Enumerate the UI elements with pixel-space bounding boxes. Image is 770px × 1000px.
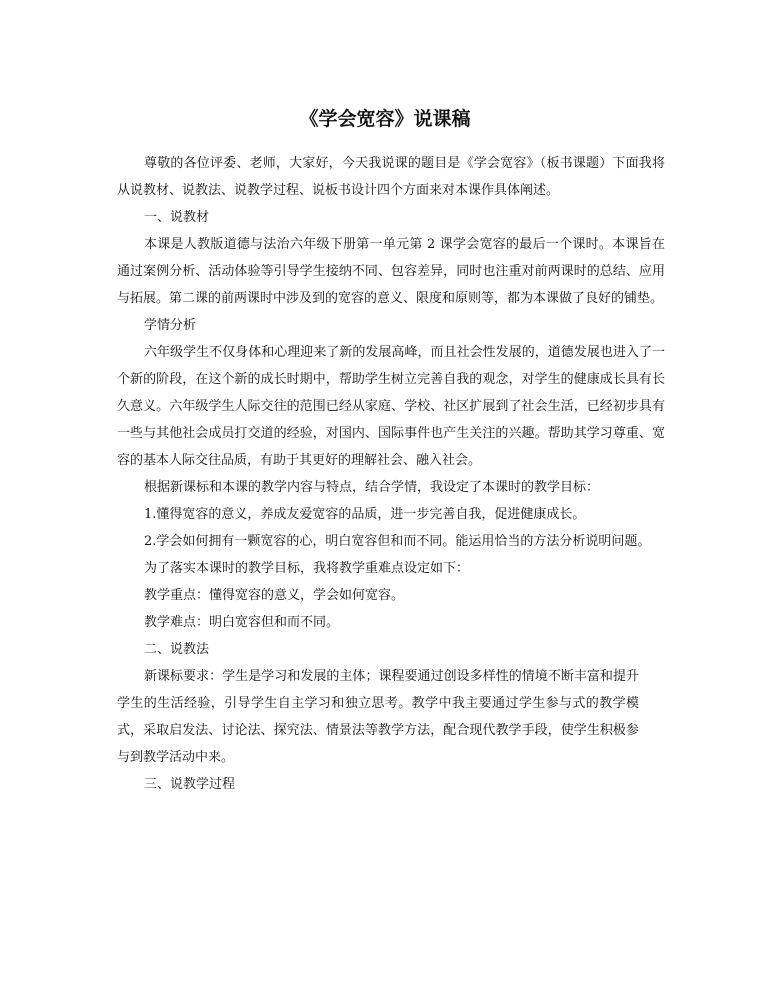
goal-item-1: 1.懂得宽容的意义，养成友爱宽容的品质，进一步完善自我，促进健康成长。	[144, 507, 586, 522]
document-body	[117, 150, 665, 798]
goal-item-2: 2.学会如何拥有一颗宽容的心，明白宽容但和而不同。能运用恰当的方法分析说明问题。	[144, 534, 651, 549]
section-heading-process: 三、说教学过程	[144, 777, 236, 792]
section-heading-methods: 二、说教法	[144, 642, 210, 657]
textbook-paragraph: 本课是人教版道德与法治六年级下册第一单元第 2 课学会宽容的最后一个课时。本课旨在通过案例分析、活动体验等引导学生接纳不同、包容差异，同时也注重对前两课时的总结、应用与拓展。第二课的前两课时中涉及到的宽容的意义、限度和原则等，都为本课做了良好的铺垫。	[117, 237, 665, 306]
difficult-point: 教学难点：明白宽容但和而不同。	[144, 615, 340, 630]
intro-paragraph: 尊敬的各位评委、老师，大家好，今天我说课的题目是《学会宽容》（板书课题）下面我将从说教材、说教法、说教学过程、说板书设计四个方面来对本课作具体阐述。	[117, 156, 665, 198]
student-analysis-paragraph: 六年级学生不仅身体和心理迎来了新的发展高峰，而且社会性发展的，道德发展也进入了一个新的阶段，在这个新的成长时期中，帮助学生树立完善自我的观念，对学生的健康成长具有长久意义。六年级学生人际交往的范围已经从家庭、学校、社区扩展到了社会生活，已经初步具有一些与其他社会成员打交道的经验，对国内、国际事件也产生关注的兴趣。帮助其学习尊重、宽容的基本人际交往品质，有助于其更好的理解社会、融入社会。	[117, 345, 665, 468]
key-point: 教学重点：懂得宽容的意义，学会如何宽容。	[144, 588, 405, 603]
section-heading-textbook: 一、说教材	[144, 210, 210, 225]
goals-intro-paragraph: 根据新课标和本课的教学内容与特点，结合学情，我设定了本课时的教学目标：	[144, 480, 600, 495]
subheading-student-analysis: 学情分析	[144, 318, 197, 333]
key-points-intro: 为了落实本课时的教学目标，我将教学重难点设定如下：	[144, 561, 470, 576]
document-title: 《学会宽容》说课稿	[299, 108, 471, 130]
methods-paragraph: 新课标要求：学生是学习和发展的主体；课程要通过创设多样性的情境不断丰富和提升学生的生活经验，引导学生自主学习和独立思考。教学中我主要通过学生参与式的教学模式，采取启发法、讨论法、探究法、情景法等教学方法，配合现代教学手段，使学生积极参与到教学活动中来。	[117, 669, 639, 765]
